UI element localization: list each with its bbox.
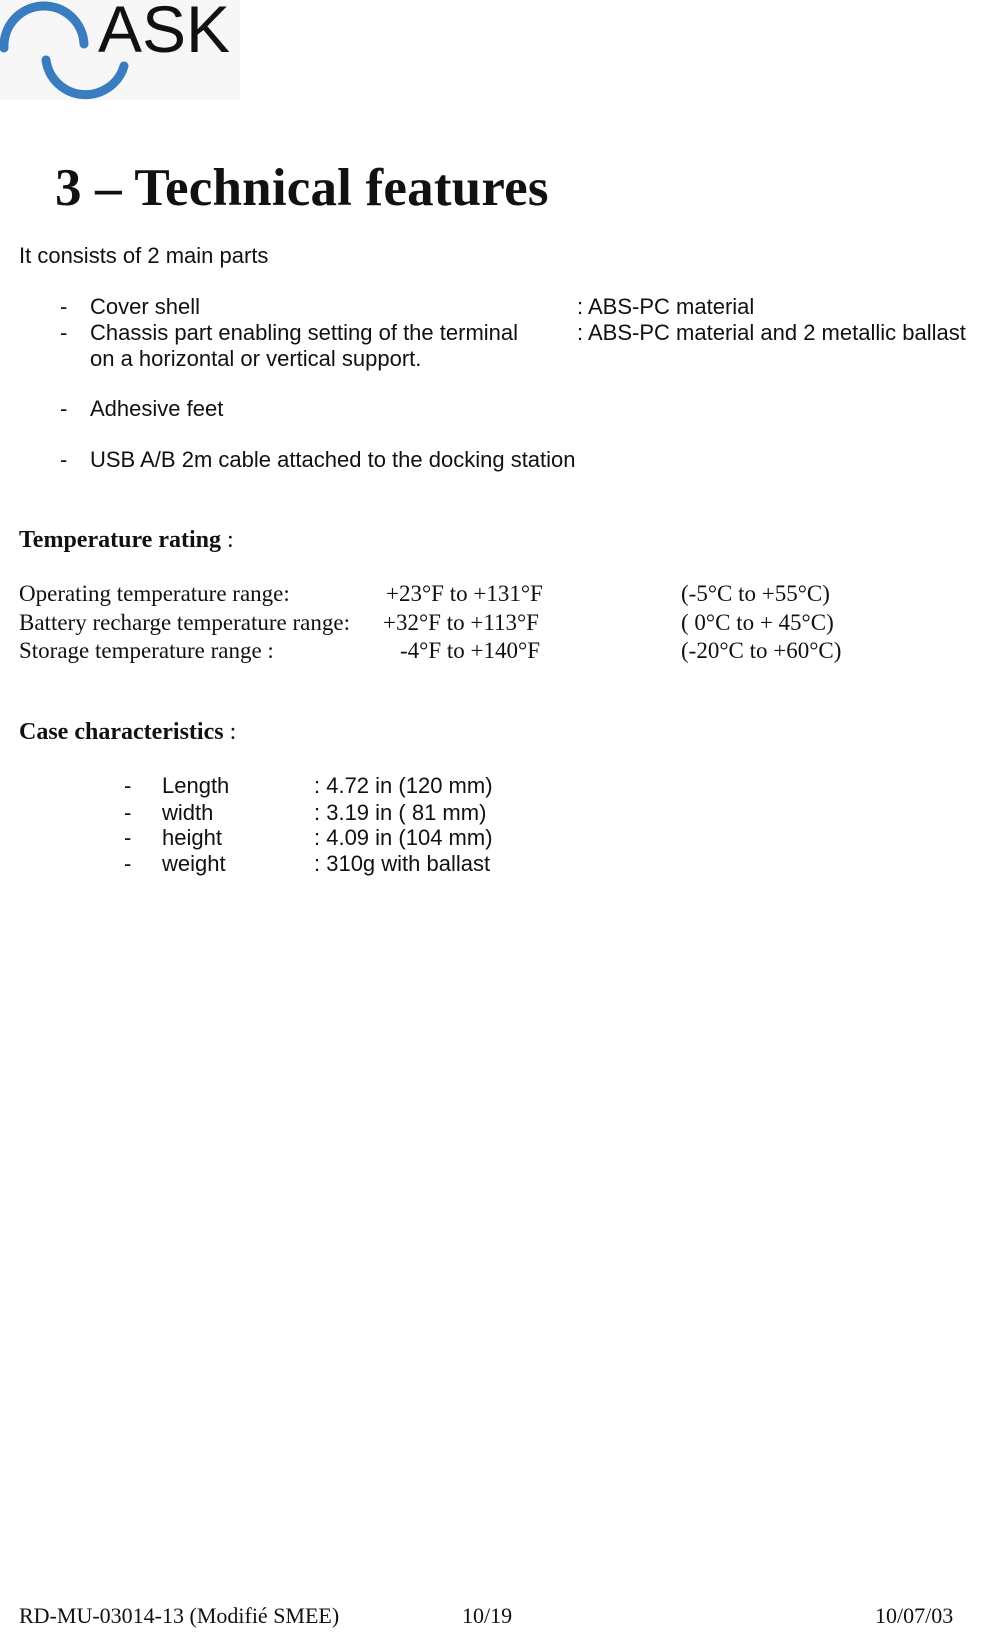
temp-celsius: ( 0°C to + 45°C) [681,610,834,635]
case-heading [19,719,236,746]
part-value: : ABS-PC material [577,294,755,319]
temp-fahrenheit: +32°F to +113°F [383,610,539,635]
part-name: Cover shell [90,294,201,319]
temp-label: Battery recharge temperature range: [19,610,350,635]
case-label: height [162,825,222,850]
list-bullet: - [124,851,132,876]
temp-celsius: (-20°C to +60°C) [681,638,842,663]
case-label: weight [162,851,226,876]
temperature-heading-text: Temperature rating [19,527,221,553]
part-value: : ABS-PC material and 2 metallic ballast [577,320,966,345]
part-name: Adhesive feet [90,396,224,421]
temp-fahrenheit: -4°F to +140°F [400,638,540,663]
intro-text: It consists of 2 main parts [19,243,269,268]
temp-celsius: (-5°C to +55°C) [681,581,830,606]
footer-date: 10/07/03 [875,1603,954,1628]
case-value: : 4.72 in (120 mm) [314,773,493,798]
case-label: Length [162,773,230,798]
footer-page-number: 10/19 [462,1603,513,1628]
list-bullet: - [60,396,68,421]
case-label: width [162,800,214,825]
temp-label: Operating temperature range: [19,581,290,606]
logo-text: ASK [98,0,231,66]
case-value: : 310g with ballast [314,851,491,876]
temperature-heading [19,527,234,554]
ask-logo [0,0,240,100]
case-heading-text: Case characteristics [19,719,224,745]
list-bullet: - [124,825,132,850]
case-value: : 3.19 in ( 81 mm) [314,800,487,825]
list-bullet: - [60,447,68,472]
part-name: USB A/B 2m cable attached to the docking station [90,447,576,472]
list-bullet: - [60,320,68,345]
case-heading-suffix: : [223,719,237,745]
footer-doc-ref: RD-MU-03014-13 (Modifié SMEE) [19,1603,340,1628]
temperature-heading-suffix: : [220,527,234,553]
ask-logo-graphic [0,0,240,100]
list-bullet: - [60,294,68,319]
page-title: 3 – Technical features [55,159,549,217]
temp-fahrenheit: +23°F to +131°F [386,581,543,606]
part-name: Chassis part enabling setting of the terminal [90,320,519,345]
list-bullet: - [124,773,132,798]
part-name-continuation: on a horizontal or vertical support. [90,346,422,371]
temp-label: Storage temperature range : [19,638,274,663]
case-value: : 4.09 in (104 mm) [314,825,493,850]
list-bullet: - [124,800,132,825]
